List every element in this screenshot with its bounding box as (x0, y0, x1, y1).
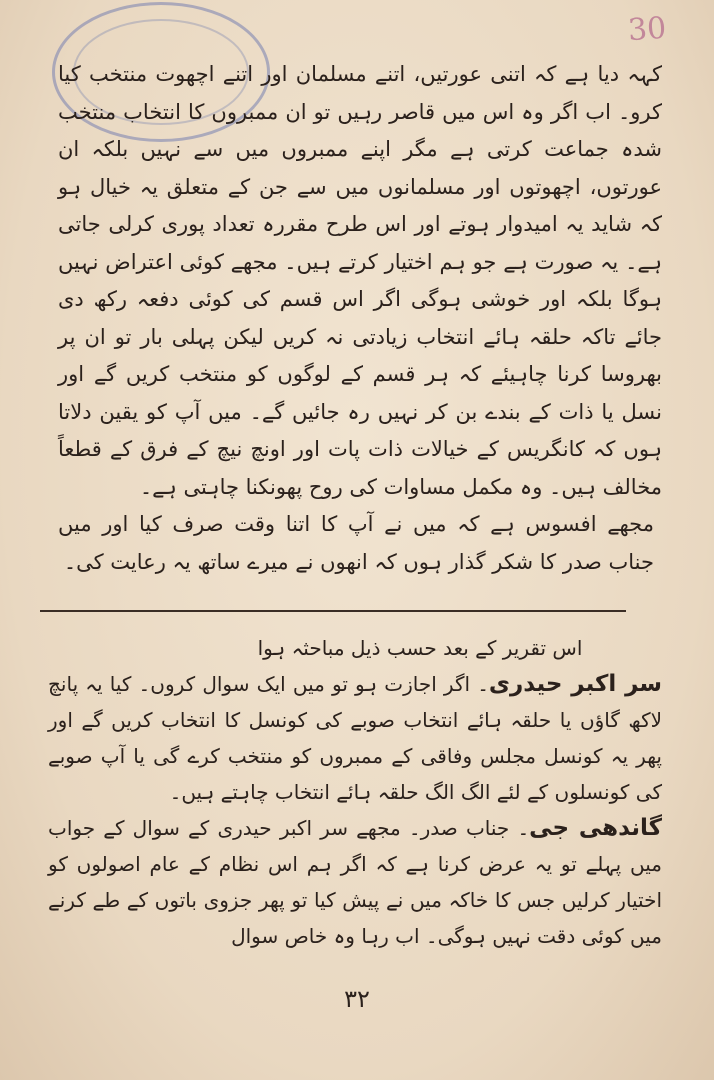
discussion-entry (48, 810, 662, 954)
discussion-section (48, 630, 662, 954)
speaker-name: سر اکبر حیدری (488, 671, 662, 697)
discussion-entry (48, 666, 662, 810)
speaker-name: گاندھی جی (529, 815, 662, 841)
discussion-heading: اس تقریر کے بعد حسب ذیل مباحثہ ہوا (257, 636, 583, 660)
speaker-text: ۔ جناب صدر۔ مجھے سر اکبر حیدری کے سوال کے جواب میں پہلے تو یہ عرض کرنا ہے کہ اگر ہم اس نظام کے عام اصولوں کو اختیار کرلیں جس کا خاکہ میں نے پیش کیا تو پھر جزوی باتوں کے طے کرنے میں کوئی دقت نہیں ہوگی۔ اب رہا وہ خاص سوال (48, 816, 662, 948)
paragraph: مجھے افسوس ہے کہ میں نے آپ کا اتنا وقت صرف کیا اور میں جناب صدر کا شکر گذار ہوں کہ انھوں نے میرے ساتھ یہ رعایت کی۔ (58, 512, 654, 574)
section-divider (40, 610, 626, 612)
paragraph: کہہ دیا ہے کہ اتنی عورتیں، اتنے مسلمان اور اتنے اچھوت منتخب کیا کرو۔ اب اگر وہ اس میں قاصر رہیں تو ان ممبروں کا انتخاب منتخب شدہ جماعت کرتی ہے مگر اپنے ممبروں میں سے نہیں بلکہ ان عورتوں، اچھوتوں اور مسلمانوں میں سے جن کے متعلق یہ خیال ہو کہ شاید یہ امیدوار ہوتے اور اس طرح مقررہ تعداد پوری کرلی جاتی ہے۔ یہ صورت ہے جو ہم اختیار کرتے ہیں۔ مجھے کوئی اعتراض نہیں ہوگا بلکہ اور خوشی ہوگی اگر اس قسم کی کوئی دفعہ رکھ دی جائے تاکہ حلقہ ہائے انتخاب زیادتی نہ کریں لیکن پہلی بار تو ان پر بھروسا کرنا چاہیئے کہ ہر قسم کے لوگوں کو منتخب کریں گے اور نسل یا ذات کے بندے بن کر نہیں رہ جائیں گے۔ میں آپ کو یقین دلاتا ہوں کہ کانگریس کے خیالات ذات پات اور اونچ نیچ کے فرق کے قطعاً مخالف ہیں۔ وہ مکمل مساوات کی روح پھونکنا چاہتی ہے۔ (58, 62, 662, 499)
printed-page-number: ۳۲ (344, 985, 370, 1013)
body-text (58, 56, 662, 581)
handwritten-page-number: 30 (626, 10, 668, 49)
speaker-text: ۔ اگر اجازت ہو تو میں ایک سوال کروں۔ کیا یہ پانچ لاکھ گاؤں یا حلقہ ہائے انتخاب صوبے کی کونسل کا انتخاب کریں گے اور پھر یہ کونسل مجلس وفاقی کے ممبروں کو منتخب کرے گی یا آپ صوبے کی کونسلوں کے لئے الگ الگ حلقہ ہائے انتخاب چاہتے ہیں۔ (48, 672, 662, 804)
